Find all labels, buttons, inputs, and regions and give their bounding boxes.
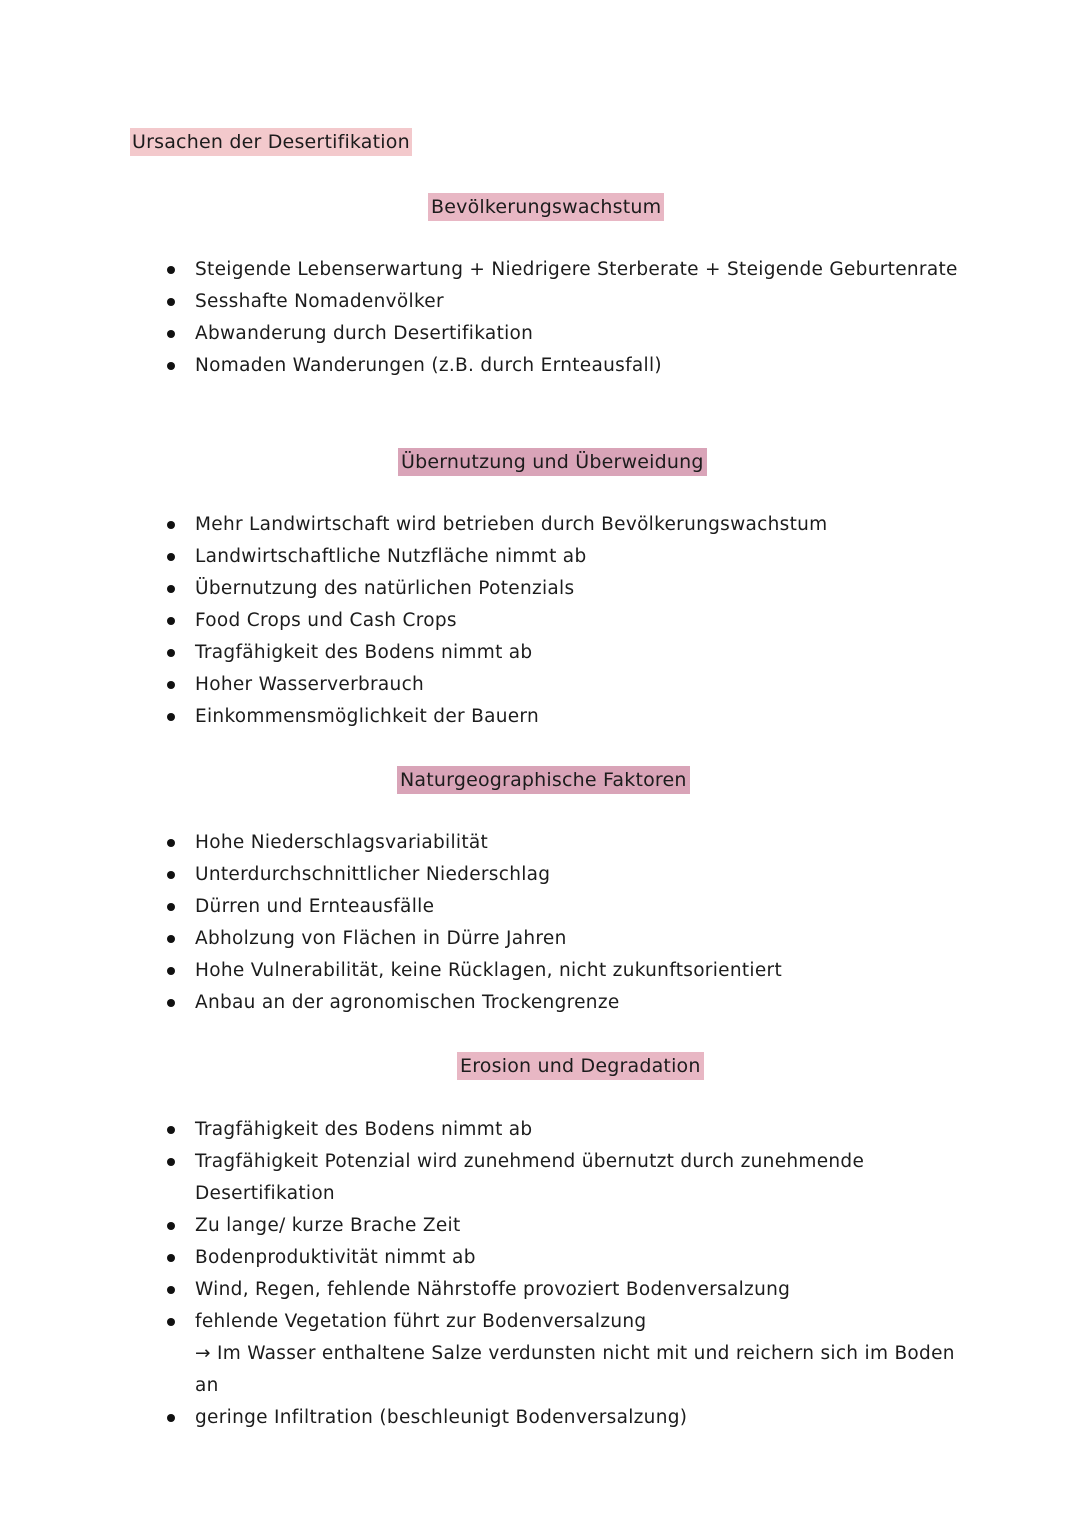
list-item: Bodenproduktivität nimmt ab [160, 1242, 955, 1274]
list-item: Zu lange/ kurze Brache Zeit [160, 1210, 955, 1242]
list-item: Übernutzung des natürlichen Potenzials [160, 573, 828, 605]
page-title: Ursachen der Desertifikation [130, 128, 412, 156]
list-item: Tragfähigkeit des Bodens nimmt ab [160, 1114, 955, 1146]
list-item: fehlende Vegetation führt zur Bodenversalzung [160, 1306, 955, 1338]
list-item: Mehr Landwirtschaft wird betrieben durch Bevölkerungswachstum [160, 509, 828, 541]
section-heading-naturgeographische-faktoren: Naturgeographische Faktoren [397, 766, 690, 794]
list-item: Tragfähigkeit des Bodens nimmt ab [160, 637, 828, 669]
list-item: Tragfähigkeit Potenzial wird zunehmend übernutzt durch zunehmende [160, 1146, 955, 1178]
list-item: Sesshafte Nomadenvölker [160, 286, 958, 318]
list-item: Hoher Wasserverbrauch [160, 669, 828, 701]
list-item: Unterdurchschnittlicher Niederschlag [160, 859, 782, 891]
section-heading-uebernutzung: Übernutzung und Überweidung [398, 448, 707, 476]
bullet-list-erosion-degradation [160, 1114, 955, 1434]
list-item: Hohe Niederschlagsvariabilität [160, 827, 782, 859]
bullet-list-uebernutzung [160, 509, 828, 733]
list-item: geringe Infiltration (beschleunigt Bodenversalzung) [160, 1402, 955, 1434]
section-heading-bevoelkerungswachstum: Bevölkerungswachstum [428, 193, 664, 221]
list-item: Abwanderung durch Desertifikation [160, 318, 958, 350]
list-item: Abholzung von Flächen in Dürre Jahren [160, 923, 782, 955]
list-item: Einkommensmöglichkeit der Bauern [160, 701, 828, 733]
list-item: Nomaden Wanderungen (z.B. durch Ernteausfall) [160, 350, 958, 382]
list-item: Food Crops und Cash Crops [160, 605, 828, 637]
list-item: Landwirtschaftliche Nutzfläche nimmt ab [160, 541, 828, 573]
list-item: Steigende Lebenserwartung + Niedrigere Sterberate + Steigende Geburtenrate [160, 254, 958, 286]
list-item: Dürren und Ernteausfälle [160, 891, 782, 923]
bullet-list-naturgeographische-faktoren [160, 827, 782, 1019]
list-item: Anbau an der agronomischen Trockengrenze [160, 987, 782, 1019]
list-item-arrow-note: → Im Wasser enthaltene Salze verdunsten nicht mit und reichern sich im Boden [195, 1343, 955, 1364]
list-item-continuation: Desertifikation [195, 1183, 335, 1204]
list-item: Wind, Regen, fehlende Nährstoffe provoziert Bodenversalzung [160, 1274, 955, 1306]
section-heading-erosion-degradation: Erosion und Degradation [457, 1052, 704, 1080]
list-item-continuation: an [195, 1375, 219, 1396]
bullet-list-bevoelkerungswachstum [160, 254, 958, 382]
list-item: Hohe Vulnerabilität, keine Rücklagen, nicht zukunftsorientiert [160, 955, 782, 987]
